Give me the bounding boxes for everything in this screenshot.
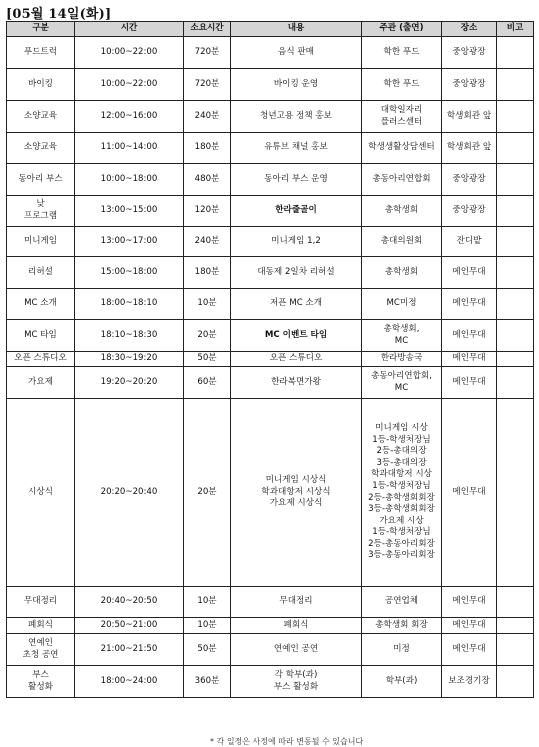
cell-line: 가요제 xyxy=(28,376,53,387)
cell-line: 21:00~21:50 xyxy=(100,643,158,654)
cell-line: 15:00~18:00 xyxy=(100,266,158,277)
host-cell xyxy=(362,37,442,69)
cell-line: 18:00~24:00 xyxy=(100,675,158,686)
host-cell xyxy=(362,618,442,634)
category-cell xyxy=(7,320,75,352)
cell-line: 18:10~18:30 xyxy=(100,329,158,340)
cell-line: 동아리 부스 xyxy=(18,173,63,184)
cell-line: 2등-총대의장 xyxy=(376,446,427,457)
cell-line: 20분 xyxy=(197,329,217,340)
cell-line: 미니게임 시상 xyxy=(375,422,428,433)
cell-line: 활성화 xyxy=(28,681,53,692)
cell-line: 유튜브 채널 홍보 xyxy=(264,142,328,153)
content-cell xyxy=(231,37,362,69)
host-cell xyxy=(362,399,442,587)
category-cell xyxy=(7,196,75,227)
cell-line: 잔디밭 xyxy=(456,235,482,246)
cell-line: 음식 판매 xyxy=(278,46,314,57)
cell-line: 20:50~21:00 xyxy=(100,619,158,630)
cell-line: 총학생회 xyxy=(384,266,419,277)
cell-line: 폐회식 xyxy=(28,619,53,630)
cell-line: 240분 xyxy=(194,235,220,246)
cell-line: 가요제 시상식 xyxy=(269,498,323,509)
host-cell xyxy=(362,133,442,164)
category-cell xyxy=(7,367,75,399)
cell-line: 메인무대 xyxy=(452,298,486,309)
note-cell xyxy=(497,69,534,101)
cell-line: MC 소개 xyxy=(24,298,57,309)
cell-line: 미정 xyxy=(393,643,410,654)
category-cell xyxy=(7,133,75,164)
cell-line: 가요제 시상 xyxy=(379,515,424,526)
duration-cell xyxy=(184,257,231,289)
note-cell xyxy=(497,227,534,257)
duration-cell xyxy=(184,587,231,618)
duration-cell xyxy=(184,367,231,399)
header-host: 주관 (출연) xyxy=(362,22,442,37)
category-cell xyxy=(7,227,75,257)
place-cell xyxy=(442,196,497,227)
content-cell xyxy=(231,101,362,133)
content-cell xyxy=(231,399,362,587)
cell-line: MC 타임 xyxy=(24,329,57,340)
table-row xyxy=(7,587,534,618)
cell-line: 18:00~18:10 xyxy=(100,298,158,309)
table-row xyxy=(7,196,534,227)
host-cell xyxy=(362,666,442,698)
cell-line: 메인무대 xyxy=(452,486,486,497)
table-row xyxy=(7,289,534,320)
time-cell xyxy=(75,69,184,101)
duration-cell xyxy=(184,69,231,101)
cell-line: MC 이벤트 타임 xyxy=(264,329,328,340)
note-cell xyxy=(497,352,534,367)
host-cell xyxy=(362,257,442,289)
cell-line: 240분 xyxy=(194,110,220,121)
table-row xyxy=(7,101,534,133)
content-cell xyxy=(231,320,362,352)
cell-line: 푸드트럭 xyxy=(23,46,58,57)
host-cell xyxy=(362,101,442,133)
cell-line: 10:00~18:00 xyxy=(100,173,158,184)
duration-cell xyxy=(184,352,231,367)
cell-line: 각 학부(과) xyxy=(274,669,318,680)
content-cell xyxy=(231,196,362,227)
cell-line: 바이킹 운영 xyxy=(273,78,319,89)
place-cell xyxy=(442,101,497,133)
page-title: [05월 14일(화)] xyxy=(6,7,112,22)
cell-line: 연예인 xyxy=(28,637,53,648)
content-cell xyxy=(231,587,362,618)
cell-line: 폐회식 xyxy=(283,619,309,630)
time-cell xyxy=(75,634,184,666)
time-cell xyxy=(75,164,184,196)
cell-line: 총동아리연합회 xyxy=(372,173,431,184)
cell-line: 연예인 공연 xyxy=(273,643,319,654)
note-cell xyxy=(497,399,534,587)
duration-cell xyxy=(184,399,231,587)
category-cell xyxy=(7,666,75,698)
time-cell xyxy=(75,133,184,164)
cell-line: 총학생회, xyxy=(383,323,420,334)
cell-line: 학생회관 앞 xyxy=(446,142,492,153)
host-cell xyxy=(362,352,442,367)
table-row xyxy=(7,257,534,289)
cell-line: 180분 xyxy=(194,142,220,153)
cell-line: 소양교육 xyxy=(23,110,58,121)
note-cell xyxy=(497,634,534,666)
cell-line: 10분 xyxy=(197,298,217,309)
host-cell xyxy=(362,320,442,352)
duration-cell xyxy=(184,289,231,320)
schedule-table xyxy=(6,21,534,698)
cell-line: 메인무대 xyxy=(452,376,486,387)
cell-line: 동아리 부스 운영 xyxy=(264,173,328,184)
table-row xyxy=(7,666,534,698)
cell-line: 2등-총학생회회장 xyxy=(368,492,435,503)
table-row xyxy=(7,69,534,101)
cell-line: 학생생활상담센터 xyxy=(368,142,435,153)
category-cell xyxy=(7,289,75,320)
cell-line: 학한 푸드 xyxy=(383,46,420,57)
category-cell xyxy=(7,634,75,666)
table-header-row xyxy=(7,22,534,37)
cell-line: 한라방송국 xyxy=(380,353,423,364)
duration-cell xyxy=(184,320,231,352)
note-cell xyxy=(497,320,534,352)
cell-line: 공연업체 xyxy=(384,596,419,607)
cell-line: 부스 활성화 xyxy=(273,681,319,692)
cell-line: 미니게임 1,2 xyxy=(271,235,321,246)
host-cell xyxy=(362,164,442,196)
table-row xyxy=(7,133,534,164)
cell-line: 1등-학생처장님 xyxy=(372,527,431,538)
category-cell xyxy=(7,164,75,196)
cell-line: 1등-학생처장님 xyxy=(372,434,431,445)
content-cell xyxy=(231,289,362,320)
host-cell xyxy=(362,634,442,666)
content-cell xyxy=(231,634,362,666)
time-cell xyxy=(75,352,184,367)
note-cell xyxy=(497,666,534,698)
time-cell xyxy=(75,666,184,698)
cell-line: 총학생회 회장 xyxy=(375,619,428,630)
host-cell xyxy=(362,587,442,618)
content-cell xyxy=(231,257,362,289)
cell-line: 소양교육 xyxy=(23,142,58,153)
cell-line: 총대의원회 xyxy=(380,235,423,246)
category-cell xyxy=(7,618,75,634)
category-cell xyxy=(7,69,75,101)
cell-line: 720분 xyxy=(194,78,220,89)
table-row xyxy=(7,320,534,352)
cell-line: MC xyxy=(394,335,409,346)
content-cell xyxy=(231,164,362,196)
note-cell xyxy=(497,587,534,618)
cell-line: 학부(과) xyxy=(385,675,418,686)
place-cell xyxy=(442,634,497,666)
note-cell xyxy=(497,37,534,69)
cell-line: 보조경기장 xyxy=(448,675,490,686)
note-cell xyxy=(497,367,534,399)
content-cell xyxy=(231,367,362,399)
cell-line: 오픈 스튜디오 xyxy=(269,353,323,364)
table-row xyxy=(7,634,534,666)
cell-line: 메인무대 xyxy=(452,619,486,630)
duration-cell xyxy=(184,133,231,164)
time-cell xyxy=(75,196,184,227)
duration-cell xyxy=(184,227,231,257)
table-row xyxy=(7,164,534,196)
time-cell xyxy=(75,289,184,320)
cell-line: 50분 xyxy=(197,353,217,364)
cell-line: MC xyxy=(394,382,409,393)
cell-line: 한라복면가왕 xyxy=(271,376,321,387)
cell-line: 3등-총학생회회장 xyxy=(368,504,435,515)
place-cell xyxy=(442,320,497,352)
time-cell xyxy=(75,257,184,289)
category-cell xyxy=(7,587,75,618)
cell-line: 학과대항저 시상식 xyxy=(261,486,331,497)
cell-line: 10분 xyxy=(197,619,217,630)
time-cell xyxy=(75,618,184,634)
content-cell xyxy=(231,618,362,634)
duration-cell xyxy=(184,634,231,666)
category-cell xyxy=(7,399,75,587)
cell-line: 미니게임 시상식 xyxy=(265,475,327,486)
place-cell xyxy=(442,352,497,367)
duration-cell xyxy=(184,37,231,69)
cell-line: 총학생회 xyxy=(384,205,419,216)
cell-line: MC미정 xyxy=(386,298,417,309)
table-row xyxy=(7,227,534,257)
cell-line: 480분 xyxy=(194,173,220,184)
note-cell xyxy=(497,196,534,227)
cell-line: 20:40~20:50 xyxy=(100,596,158,607)
cell-line: 중앙광장 xyxy=(452,78,486,89)
footnote: * 각 일정은 사정에 따라 변동될 수 있습니다 xyxy=(210,737,364,746)
cell-line: 메인무대 xyxy=(452,329,486,340)
cell-line: 20분 xyxy=(197,486,217,497)
place-cell xyxy=(442,69,497,101)
cell-line: 13:00~15:00 xyxy=(100,205,158,216)
header-time: 시간 xyxy=(75,22,184,37)
cell-line: 무대정리 xyxy=(279,596,313,607)
time-cell xyxy=(75,587,184,618)
place-cell xyxy=(442,289,497,320)
time-cell xyxy=(75,399,184,587)
header-duration: 소요시간 xyxy=(184,22,231,37)
category-cell xyxy=(7,101,75,133)
cell-line: 19:20~20:20 xyxy=(100,376,158,387)
cell-line: 50분 xyxy=(197,643,217,654)
table-row xyxy=(7,618,534,634)
schedule-body xyxy=(7,37,534,698)
place-cell xyxy=(442,587,497,618)
header-note: 비고 xyxy=(497,22,534,37)
cell-line: 시상식 xyxy=(28,486,53,497)
cell-line: 3등-총동아리회장 xyxy=(368,550,435,561)
place-cell xyxy=(442,227,497,257)
cell-line: 학생회관 앞 xyxy=(446,110,492,121)
category-cell xyxy=(7,257,75,289)
header-place: 장소 xyxy=(442,22,497,37)
cell-line: 프로그램 xyxy=(23,211,58,221)
cell-line: 10:00~22:00 xyxy=(100,78,158,89)
cell-line: 메인무대 xyxy=(452,643,486,654)
cell-line: 120분 xyxy=(194,205,220,216)
cell-line: 중앙광장 xyxy=(452,173,486,184)
cell-line: 학한 푸드 xyxy=(383,78,420,89)
note-cell xyxy=(497,618,534,634)
table-row xyxy=(7,399,534,587)
category-cell xyxy=(7,352,75,367)
cell-line: 미니게임 xyxy=(23,235,58,246)
place-cell xyxy=(442,367,497,399)
cell-line: 학과대항저 시상 xyxy=(371,469,432,480)
place-cell xyxy=(442,257,497,289)
cell-line: 플러스센터 xyxy=(380,116,423,127)
cell-line: 10:00~22:00 xyxy=(100,46,158,57)
cell-line: 1등-학생처장님 xyxy=(372,480,431,491)
cell-line: 무대정리 xyxy=(23,596,58,607)
time-cell xyxy=(75,227,184,257)
duration-cell xyxy=(184,196,231,227)
cell-line: 저픈 MC 소개 xyxy=(269,298,323,309)
place-cell xyxy=(442,133,497,164)
cell-line: 초청 공연 xyxy=(22,649,59,660)
time-cell xyxy=(75,37,184,69)
time-cell xyxy=(75,367,184,399)
cell-line: 11:00~14:00 xyxy=(100,142,158,153)
cell-line: 12:00~16:00 xyxy=(100,110,158,121)
note-cell xyxy=(497,133,534,164)
duration-cell xyxy=(184,101,231,133)
cell-line: 한라줄골이 xyxy=(275,205,317,216)
cell-line: 대동제 2일차 리허설 xyxy=(257,266,335,277)
host-cell xyxy=(362,367,442,399)
cell-line: 오픈 스튜디오 xyxy=(14,353,67,364)
cell-line: 2등-총동아리회장 xyxy=(368,538,435,549)
table-row xyxy=(7,367,534,399)
cell-line: 10분 xyxy=(197,596,217,607)
cell-line: 18:30~19:20 xyxy=(100,353,158,364)
cell-line: 낮 xyxy=(36,199,45,210)
cell-line: 청년고용 정책 홍보 xyxy=(260,110,332,121)
table-row xyxy=(7,352,534,367)
duration-cell xyxy=(184,618,231,634)
note-cell xyxy=(497,101,534,133)
cell-line: 총동아리연합회, xyxy=(371,370,432,381)
host-cell xyxy=(362,196,442,227)
cell-line: 메인무대 xyxy=(452,596,486,607)
cell-line: 메인무대 xyxy=(452,266,486,277)
duration-cell xyxy=(184,666,231,698)
table-row xyxy=(7,37,534,69)
cell-line: 20:20~20:40 xyxy=(100,486,158,497)
place-cell xyxy=(442,164,497,196)
host-cell xyxy=(362,69,442,101)
note-cell xyxy=(497,164,534,196)
cell-line: 60분 xyxy=(197,376,217,387)
cell-line: 3등-총대의장 xyxy=(376,457,427,468)
cell-line: 대학일자리 xyxy=(380,104,423,115)
header-category: 구분 xyxy=(7,22,75,37)
note-cell xyxy=(497,257,534,289)
content-cell xyxy=(231,352,362,367)
cell-line: 13:00~17:00 xyxy=(100,235,158,246)
note-cell xyxy=(497,289,534,320)
content-cell xyxy=(231,666,362,698)
cell-line: 바이킹 xyxy=(28,78,53,89)
cell-line: 360분 xyxy=(194,675,220,686)
category-cell xyxy=(7,37,75,69)
duration-cell xyxy=(184,164,231,196)
time-cell xyxy=(75,101,184,133)
cell-line: 부스 xyxy=(32,669,49,680)
place-cell xyxy=(442,618,497,634)
cell-line: 180분 xyxy=(194,266,220,277)
host-cell xyxy=(362,227,442,257)
place-cell xyxy=(442,666,497,698)
cell-line: 메인무대 xyxy=(452,353,486,364)
content-cell xyxy=(231,69,362,101)
cell-line: 중앙광장 xyxy=(452,46,486,57)
place-cell xyxy=(442,399,497,587)
time-cell xyxy=(75,320,184,352)
cell-line: 중앙광장 xyxy=(452,205,486,216)
cell-line: 720분 xyxy=(194,46,220,57)
content-cell xyxy=(231,227,362,257)
host-cell xyxy=(362,289,442,320)
place-cell xyxy=(442,37,497,69)
cell-line: 리허설 xyxy=(28,266,53,277)
content-cell xyxy=(231,133,362,164)
header-content: 내용 xyxy=(231,22,362,37)
